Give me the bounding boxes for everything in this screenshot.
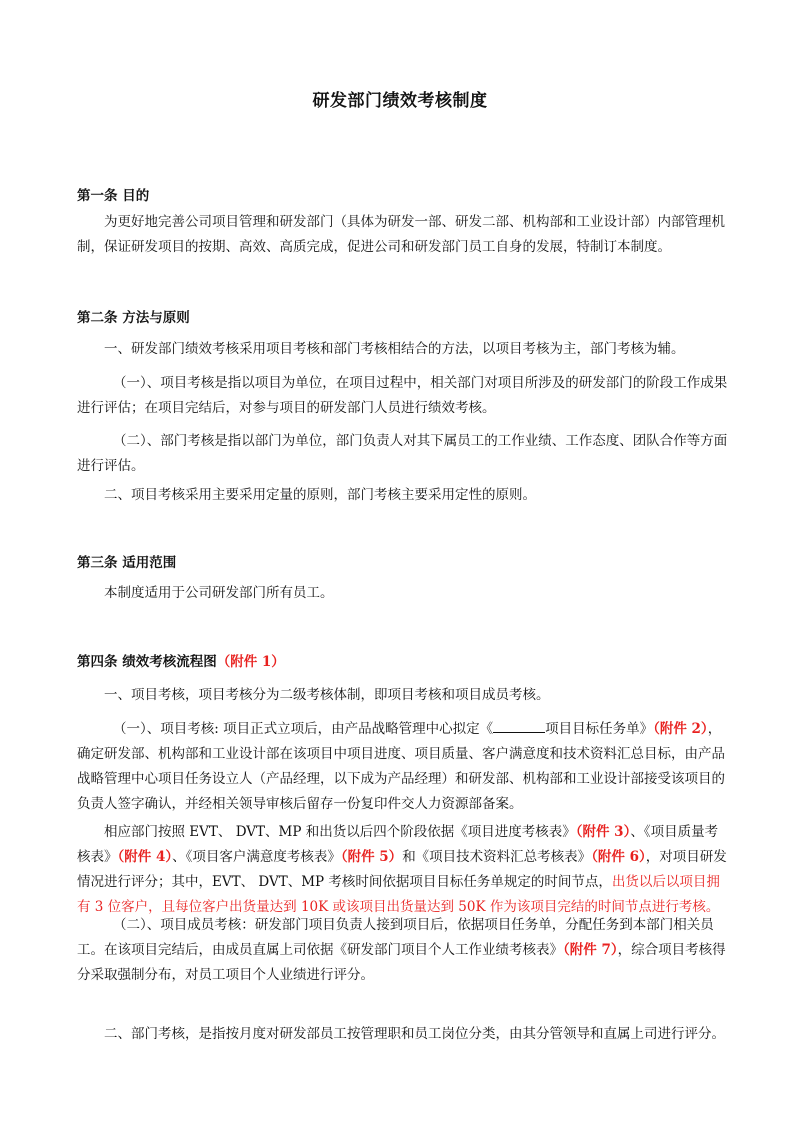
paragraph-phase-assessment: 相应部门按照 EVT、 DVT、MP 和出货以后四个阶段依据《项目进度考核表》（附件 3）、《项目质量考核表》（附件 4）、《项目客户满意度考核表》（附件 5）和《项目技术资料汇总考核表》（附件 6），对项目研发情况进行评分；其中，EVT、 DVT、MP 考核时间依据项目目标任务单规定的时间节点，出货以后以项目拥有 3 位客户，且每位客户出货量达到 10K 或该项目出货量达到 50K 作为该项目完结的时间节点进行考核。 [77,824,727,915]
attachment-1-ref: （附件 1） [216,654,285,670]
paragraph-process-1: 一、项目考核，项目考核分为二级考核体制，即项目考核和项目成员考核。 [104,687,550,703]
paragraph-purpose: 为更好地完善公司项目管理和研发部门（具体为研发一部、研发二部、机构部和工业设计部）内部管理机制，保证研发项目的按期、高效、高质完成，促进公司和研发部门员工自身的发展，特制订本制度。 [77,214,725,255]
paragraph-method-2: 二、项目考核采用主要采用定量的原则，部门考核主要采用定性的原则。 [104,487,536,503]
paragraph-method-1: 一、研发部门绩效考核采用项目考核和部门考核相结合的方法，以项目考核为主，部门考核为辅。 [104,341,685,357]
section-heading-method: 第二条 方法与原则 [77,310,190,326]
paragraph-member-assessment: （二）、项目成员考核：研发部门项目负责人接到项目后，依据项目任务单，分配任务到本部门相关员工。在该项目完结后，由成员直属上司依据《研发部门项目个人工作业绩考核表》（附件 7），综合项目考核得分采取强制分布，对员工项目个人业绩进行评分。 [77,917,726,983]
paragraph-method-department: （二）、部门考核是指以部门为单位，部门负责人对其下属员工的工作业绩、工作态度、团队合作等方面进行评估。 [77,433,728,474]
attachment-2-ref: （附件 2） [653,721,708,737]
document-title: 研发部门绩效考核制度 [312,91,488,111]
section-heading-process [77,650,285,670]
blank-underline [493,721,545,733]
section-heading-purpose: 第一条 目的 [77,188,150,204]
process-heading-text: 第四条 绩效考核流程图 [77,654,217,670]
completion-criteria-highlight: 出货以后以项目拥有 3 位客户，且每位客户出货量达到 10K 或该项目出货量达到 50K 作为该项目完结的时间节点进行考核。 [77,874,720,915]
attachment-5-ref: （附件 5） [340,849,403,865]
paragraph-department-assessment: 二、部门考核，是指按月度对研发部员工按管理职和员工岗位分类，由其分管领导和直属上司进行评分。 [104,1026,725,1042]
section-heading-scope: 第三条 适用范围 [77,555,177,571]
attachment-7-ref: （附件 7） [563,942,618,958]
attachment-6-ref: （附件 6） [591,849,646,865]
paragraph-method-project: （一）、项目考核是指以项目为单位，在项目过程中，相关部门对项目所涉及的研发部门的阶段工作成果进行评估；在项目完结后，对参与项目的研发部门人员进行绩效考核。 [77,375,728,416]
attachment-3-ref: （附件 3） [575,824,631,840]
attachment-4-ref: （附件 4） [117,849,173,865]
paragraph-scope: 本制度适用于公司研发部门所有员工。 [104,585,334,601]
paragraph-project-assessment: （一）、项目考核: 项目正式立项后，由产品战略管理中心拟定《 项目目标任务单》（附件 2），确定研发部、机构部和工业设计部在该项目中项目进度、项目质量、客户满意度和技术资料汇总目标，由产品战略管理中心项目任务设立人（产品经理，以下成为产品经理）和研发部、机构部和工业设计部接受该项目的负责人签字确认，并经相关领导审核后留存一份复印件交人力资源部备案。 [77,721,725,812]
